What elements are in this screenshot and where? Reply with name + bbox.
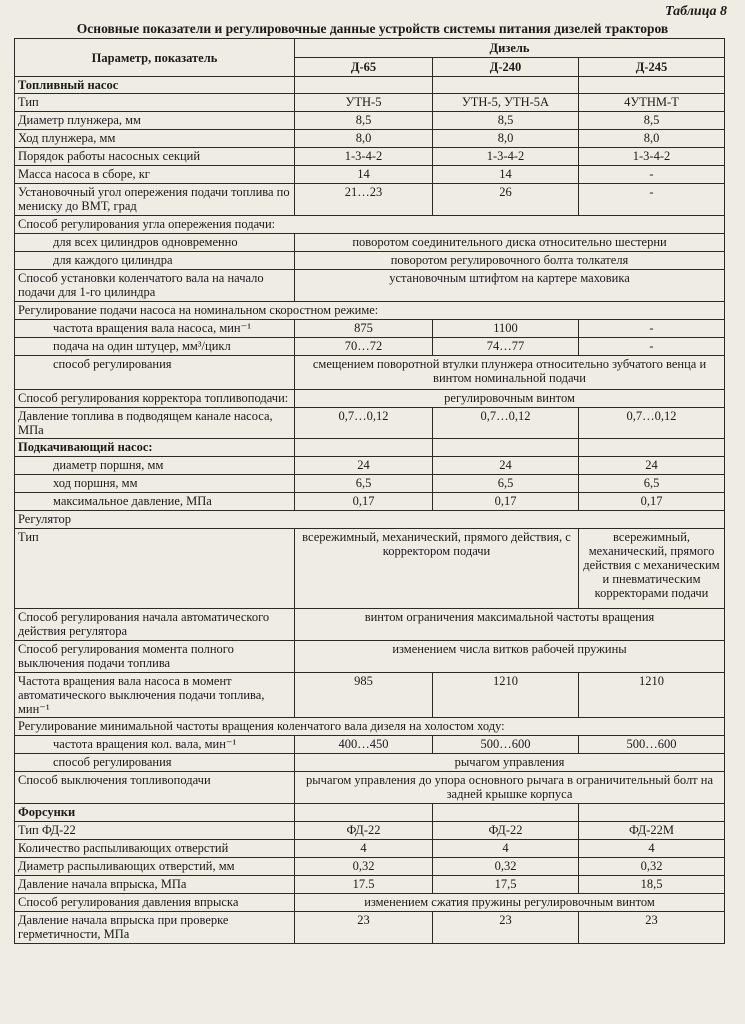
value-d65: 400…450	[295, 736, 433, 754]
table-row	[15, 130, 725, 148]
row-label: Давление начала впрыска, МПа	[15, 876, 295, 894]
value-d65: 0,32	[295, 858, 433, 876]
row-label: максимальное давление, МПа	[15, 493, 295, 511]
merged-value: поворотом регулировочного болта толкателя	[295, 252, 725, 270]
value-d240: 1-3-4-2	[433, 148, 579, 166]
section-label: Форсунки	[15, 804, 295, 822]
row-label: Ход плунжера, мм	[15, 130, 295, 148]
row-label: Способ регулирования давления впрыска	[15, 894, 295, 912]
row-label: Тип	[15, 529, 295, 609]
table-row	[15, 876, 725, 894]
merged-value: изменением числа витков рабочей пружины	[295, 641, 725, 673]
value-d240: 26	[433, 184, 579, 216]
row-label: частота вращения кол. вала, мин⁻¹	[15, 736, 295, 754]
row-label: Давление начала впрыска при проверке герметичности, МПа	[15, 912, 295, 944]
value-d65: УТН-5	[295, 94, 433, 112]
value-d65: 4	[295, 840, 433, 858]
value-d240: 6,5	[433, 475, 579, 493]
table-row	[15, 673, 725, 718]
table-row	[15, 112, 725, 130]
value-d65: 14	[295, 166, 433, 184]
table-row	[15, 270, 725, 302]
value-d245: 24	[579, 457, 725, 475]
merged-value: рычагом управления до упора основного рычага в ограничительный болт на задней крышке корпуса	[295, 772, 725, 804]
value-d65: 0,7…0,12	[295, 408, 433, 439]
row-label: Способ регулирования момента полного выключения подачи топлива	[15, 641, 295, 673]
data-table	[14, 38, 725, 944]
table-row	[15, 77, 725, 94]
table-row	[15, 439, 725, 457]
value-d240: 74…77	[433, 338, 579, 356]
value-d245: 500…600	[579, 736, 725, 754]
row-label: Диаметр плунжера, мм	[15, 112, 295, 130]
merged-value: смещением поворотной втулки плунжера относительно зубчатого венца и винтом номинальной подачи	[295, 356, 725, 390]
value-d65: 6,5	[295, 475, 433, 493]
row-label: Порядок работы насосных секций	[15, 148, 295, 166]
value-d65: 23	[295, 912, 433, 944]
header-d240: Д-240	[433, 58, 579, 77]
row-label: для каждого цилиндра	[15, 252, 295, 270]
table-row	[15, 894, 725, 912]
empty-cell	[433, 77, 579, 94]
section-label: Подкачивающий насос:	[15, 439, 295, 457]
group-label: Регулирование подачи насоса на номинальном скоростном режиме:	[15, 302, 725, 320]
row-label: Масса насоса в сборе, кг	[15, 166, 295, 184]
value-d65: 24	[295, 457, 433, 475]
value-d245: 8,5	[579, 112, 725, 130]
header-d65: Д-65	[295, 58, 433, 77]
value-d240: ФД-22	[433, 822, 579, 840]
page-title: Основные показатели и регулировочные данные устройств системы питания дизелей тракторов	[76, 21, 669, 36]
row-label: частота вращения вала насоса, мин⁻¹	[15, 320, 295, 338]
table-row	[15, 338, 725, 356]
group-label: Способ регулирования угла опережения подачи:	[15, 216, 725, 234]
merged-value: изменением сжатия пружины регулировочным винтом	[295, 894, 725, 912]
table-row	[15, 320, 725, 338]
value-d245: 1-3-4-2	[579, 148, 725, 166]
table-row	[15, 511, 725, 529]
row-label: способ регулирования	[15, 356, 295, 390]
row-label: Диаметр распыливающих отверстий, мм	[15, 858, 295, 876]
value-d65: 17.5	[295, 876, 433, 894]
table-row	[15, 302, 725, 320]
value-d65-d240: всережимный, механический, прямого действия, с корректором подачи	[295, 529, 579, 609]
table-number: Таблица 8	[665, 4, 727, 19]
empty-cell	[295, 77, 433, 94]
value-d245: 0,17	[579, 493, 725, 511]
value-d240: 0,32	[433, 858, 579, 876]
empty-cell	[433, 804, 579, 822]
row-label: Давление топлива в подводящем канале насоса, МПа	[15, 408, 295, 439]
value-d65: 8,0	[295, 130, 433, 148]
header-param: Параметр, показатель	[15, 39, 295, 77]
group-label: Регулирование минимальной частоты вращения коленчатого вала дизеля на холостом ходу:	[15, 718, 725, 736]
section-label: Топливный насос	[15, 77, 295, 94]
value-d245: всережимный, механический, прямого действия с механическим и пневматическим корректорами подачи	[579, 529, 725, 609]
table-row	[15, 641, 725, 673]
value-d240: 8,0	[433, 130, 579, 148]
table-row	[15, 609, 725, 641]
value-d65: 1-3-4-2	[295, 148, 433, 166]
table-row	[15, 356, 725, 390]
table-row	[15, 408, 725, 439]
table-body	[15, 77, 725, 944]
table-row	[15, 912, 725, 944]
row-label: Тип ФД-22	[15, 822, 295, 840]
value-d240: 8,5	[433, 112, 579, 130]
value-d245: 4УТНМ-Т	[579, 94, 725, 112]
table-row	[15, 804, 725, 822]
value-d240: 0,17	[433, 493, 579, 511]
value-d240: 0,7…0,12	[433, 408, 579, 439]
merged-value: рычагом управления	[295, 754, 725, 772]
value-d245: 0,7…0,12	[579, 408, 725, 439]
table-row	[15, 840, 725, 858]
value-d65: 985	[295, 673, 433, 718]
row-label: Способ выключения топливоподачи	[15, 772, 295, 804]
row-label: подача на один штуцер, мм³/цикл	[15, 338, 295, 356]
table-row	[15, 754, 725, 772]
table-row	[15, 457, 725, 475]
merged-value: поворотом соединительного диска относительно шестерни	[295, 234, 725, 252]
value-d240: 17,5	[433, 876, 579, 894]
row-label: Способ установки коленчатого вала на начало подачи для 1-го цилиндра	[15, 270, 295, 302]
row-label: способ регулирования	[15, 754, 295, 772]
value-d245: -	[579, 166, 725, 184]
table-row	[15, 736, 725, 754]
group-label: Регулятор	[15, 511, 725, 529]
value-d65: 8,5	[295, 112, 433, 130]
value-d240: 1210	[433, 673, 579, 718]
row-label: для всех цилиндров одновременно	[15, 234, 295, 252]
table-row	[15, 822, 725, 840]
value-d245: 18,5	[579, 876, 725, 894]
value-d240: 14	[433, 166, 579, 184]
value-d245: 0,32	[579, 858, 725, 876]
value-d65: 0,17	[295, 493, 433, 511]
table-row	[15, 718, 725, 736]
value-d240: 1100	[433, 320, 579, 338]
value-d245: -	[579, 320, 725, 338]
table-row	[15, 216, 725, 234]
empty-cell	[579, 804, 725, 822]
value-d245: ФД-22М	[579, 822, 725, 840]
value-d240: 23	[433, 912, 579, 944]
row-label: Способ регулирования корректора топливоподачи:	[15, 390, 295, 408]
value-d245: 23	[579, 912, 725, 944]
value-d240: 24	[433, 457, 579, 475]
table-row	[15, 529, 725, 609]
merged-value: винтом ограничения максимальной частоты вращения	[295, 609, 725, 641]
value-d245: -	[579, 338, 725, 356]
merged-value: установочным штифтом на картере маховика	[295, 270, 725, 302]
value-d65: ФД-22	[295, 822, 433, 840]
value-d240: 4	[433, 840, 579, 858]
header-d245: Д-245	[579, 58, 725, 77]
row-label: Способ регулирования начала автоматического действия регулятора	[15, 609, 295, 641]
table-row	[15, 493, 725, 511]
row-label: диаметр поршня, мм	[15, 457, 295, 475]
empty-cell	[579, 77, 725, 94]
table-row	[15, 475, 725, 493]
empty-cell	[433, 439, 579, 457]
value-d240: 500…600	[433, 736, 579, 754]
table-row	[15, 148, 725, 166]
value-d245: 1210	[579, 673, 725, 718]
empty-cell	[579, 439, 725, 457]
value-d65: 21…23	[295, 184, 433, 216]
value-d245: 6,5	[579, 475, 725, 493]
row-label: Частота вращения вала насоса в момент автоматического выключения подачи топлива, мин⁻¹	[15, 673, 295, 718]
value-d240: УТН-5, УТН-5А	[433, 94, 579, 112]
row-label: Тип	[15, 94, 295, 112]
empty-cell	[295, 439, 433, 457]
table-row	[15, 772, 725, 804]
row-label: Установочный угол опережения подачи топлива по мениску до ВМТ, град	[15, 184, 295, 216]
empty-cell	[295, 804, 433, 822]
table-row	[15, 166, 725, 184]
table-row	[15, 94, 725, 112]
table-row	[15, 252, 725, 270]
table-row	[15, 184, 725, 216]
header-diesel: Дизель	[295, 39, 725, 58]
table-row	[15, 390, 725, 408]
value-d65: 70…72	[295, 338, 433, 356]
value-d245: 8,0	[579, 130, 725, 148]
value-d65: 875	[295, 320, 433, 338]
value-d245: 4	[579, 840, 725, 858]
table-row	[15, 234, 725, 252]
row-label: Количество распыливающих отверстий	[15, 840, 295, 858]
value-d245: -	[579, 184, 725, 216]
merged-value: регулировочным винтом	[295, 390, 725, 408]
row-label: ход поршня, мм	[15, 475, 295, 493]
table-row	[15, 858, 725, 876]
